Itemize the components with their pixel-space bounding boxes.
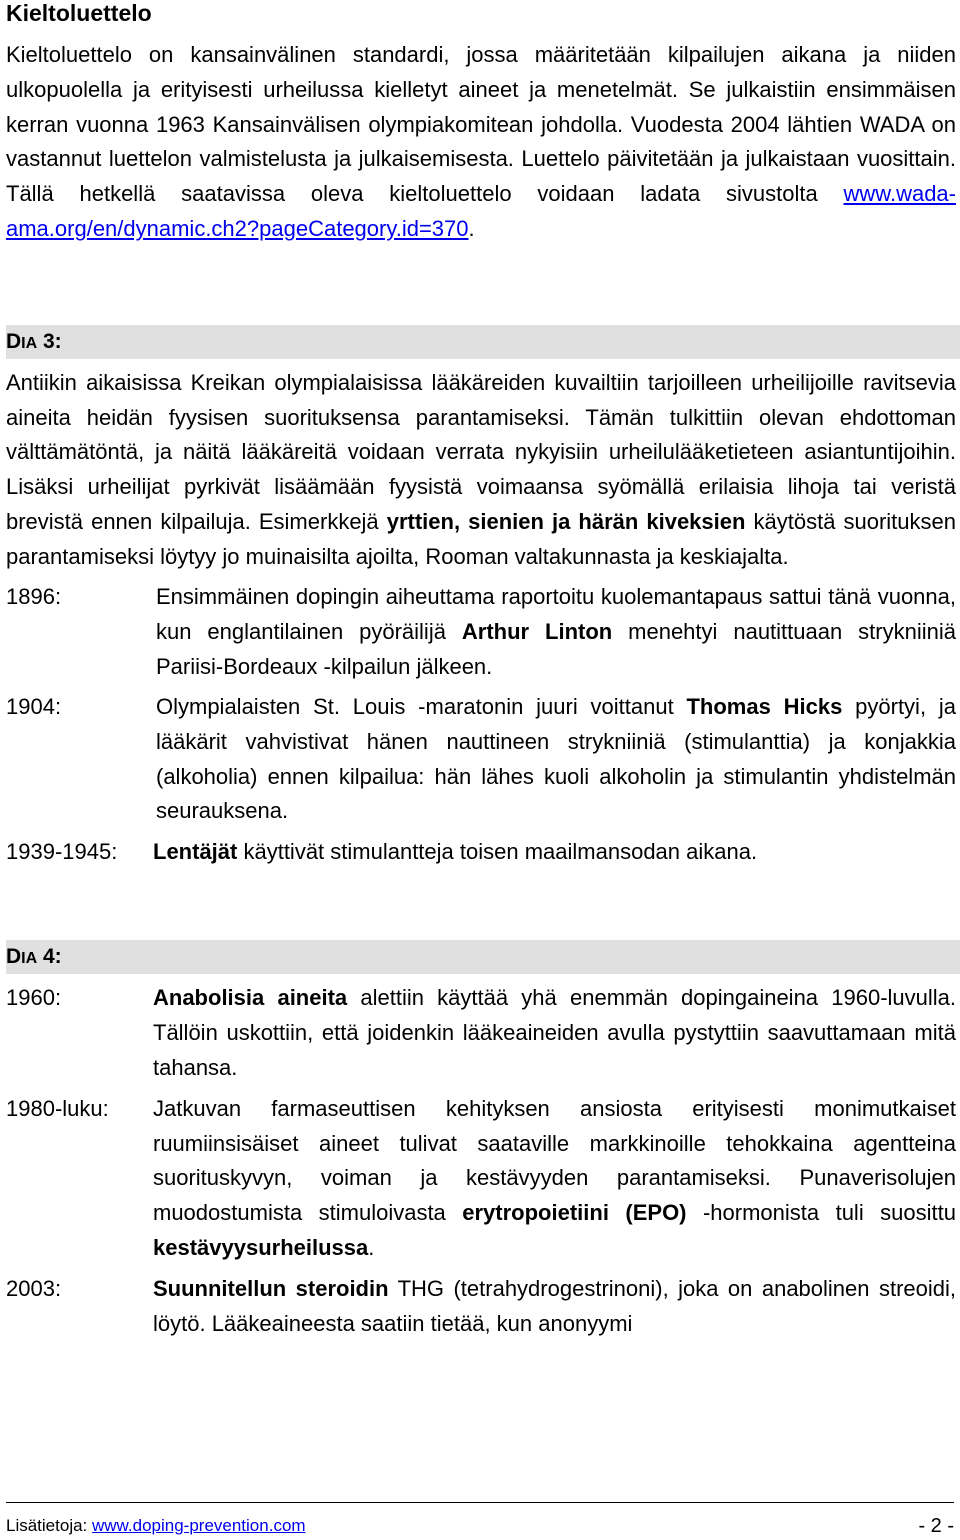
timeline-year: 1904: [6, 693, 62, 719]
timeline-entry [6, 580, 956, 684]
dia3-bold: yrttien, sienien ja härän kiveksien [386, 508, 746, 534]
intro-paragraph [6, 38, 956, 247]
dia4-label-first: D [6, 945, 22, 969]
intro-after-link: . [468, 215, 475, 241]
timeline-entry [6, 690, 956, 829]
dia3-timeline [6, 580, 956, 869]
timeline-description: Ensimmäinen dopingin aiheuttama raportoitu kuolemantapaus sattui tänä vuonna, kun englantilainen pyöräilijä Arthur Linton menehtyi nautittuaan strykniiniä Pariisi-Bordeaux -kilpailun jälkeen. [156, 584, 956, 679]
dia3-heading [6, 325, 960, 359]
timeline-year: 1896: [6, 584, 62, 610]
page-footer [6, 1502, 954, 1537]
timeline-description: Jatkuvan farmaseuttisen kehityksen ansiosta erityisesti monimutkaiset ruumiinsisäiset aineet tulivat saataville markkinoille tehokkaina agentteina suorituskyvyn, voiman ja kestävyyden parantamiseksi. Punaverisolujen muodostumista stimuloivasta erytropoietiini (EPO) -hormonista tuli suosittu kestävyysurheilussa. [153, 1095, 956, 1261]
dia3-label-rest: 3: [37, 329, 62, 353]
timeline-entry [6, 981, 956, 1085]
timeline-year: 1939-1945: [6, 838, 118, 864]
footer-label: Lisätietoja: [6, 1516, 92, 1535]
footer-link[interactable]: www.doping-prevention.com [92, 1516, 306, 1535]
dia3-text-after: käytöstä suorituksen parantamiseksi löytyy jo muinaisilta ajoilta, Rooman valtakunnasta ja keskiajalta. [6, 508, 956, 569]
footer-info [6, 1515, 306, 1537]
dia4-label-small: IA [21, 950, 38, 968]
timeline-description: Anabolisia aineita alettiin käyttää yhä enemmän dopingaineina 1960-luvulla. Tällöin uskottiin, että joidenkin lääkeaineiden avulla pystyttiin saavuttamaan mitä tahansa. [153, 985, 956, 1081]
timeline-entry [6, 835, 956, 870]
timeline-description: Lentäjät käyttivät stimulantteja toisen maailmansodan aikana. [153, 838, 758, 864]
timeline-description: Olympialaisten St. Louis -maratonin juuri voittanut Thomas Hicks pyörtyi, ja lääkärit vahvistivat hänen nauttineen strykniiniä (stimulanttia) ja konjakkia (alkoholia) ennen kilpailua: hän lähes kuoli alkoholin ja stimulantin yhdistelmän seurauksena. [156, 693, 956, 824]
wada-link[interactable]: www.wada-ama.org/en/dynamic.ch2?pageCategory.id=370 [6, 181, 956, 241]
document-page [6, 0, 956, 1341]
page-number: - 2 - [918, 1515, 954, 1537]
timeline-year: 1960: [6, 985, 62, 1011]
dia3-paragraph [6, 366, 956, 575]
dia3-text: Antiikin aikaisissa Kreikan olympialaisissa lääkäreiden kuvailtiin tarjoilleen urheilijoille ravitsevia aineita heidän fyysisen suorituksensa parantamiseksi. Tämän tulkittiin olevan ehdottoman välttämätöntä, ja näitä lääkäreitä voidaan verrata nykyisiin urheilulääketieteen asiantuntijoihin. Lisäksi urheilijat pyrkivät lisäämään fyysistä voimaansa syömällä erilaisia lihoja tai veristä brevistä ennen kilpailuja. Esimerkkejä [6, 369, 956, 534]
dia4-timeline [6, 981, 956, 1341]
timeline-entry [6, 1092, 956, 1266]
section-title: Kieltoluettelo [6, 0, 152, 26]
dia4-heading [6, 940, 960, 974]
timeline-year: 1980-luku: [6, 1095, 109, 1121]
dia3-label-small: IA [21, 334, 38, 352]
timeline-entry [6, 1272, 956, 1342]
dia3-label-first: D [6, 329, 22, 353]
dia4-label-rest: 4: [37, 945, 62, 969]
timeline-year: 2003: [6, 1275, 62, 1301]
intro-text: Kieltoluettelo on kansainvälinen standardi, jossa määritetään kilpailujen aikana ja niiden ulkopuolella ja erityisesti urheilussa kielletyt aineet ja menetelmät. Se julkaistiin ensimmäisen kerran vuonna 1963 Kansainvälisen olympiakomitean johdolla. Vuodesta 2004 lähtien WADA on vastannut luettelon valmistelusta ja julkaisemisesta. Luettelo päivitetään ja julkaistaan vuosittain. Tällä hetkellä saatavissa oleva kieltoluettelo voidaan ladata sivustolta [6, 42, 956, 207]
timeline-description: Suunnitellun steroidin THG (tetrahydrogestrinoni), joka on anabolinen streoidi, löytö. Lääkeaineesta saatiin tietää, kun anonyymi [153, 1275, 956, 1336]
